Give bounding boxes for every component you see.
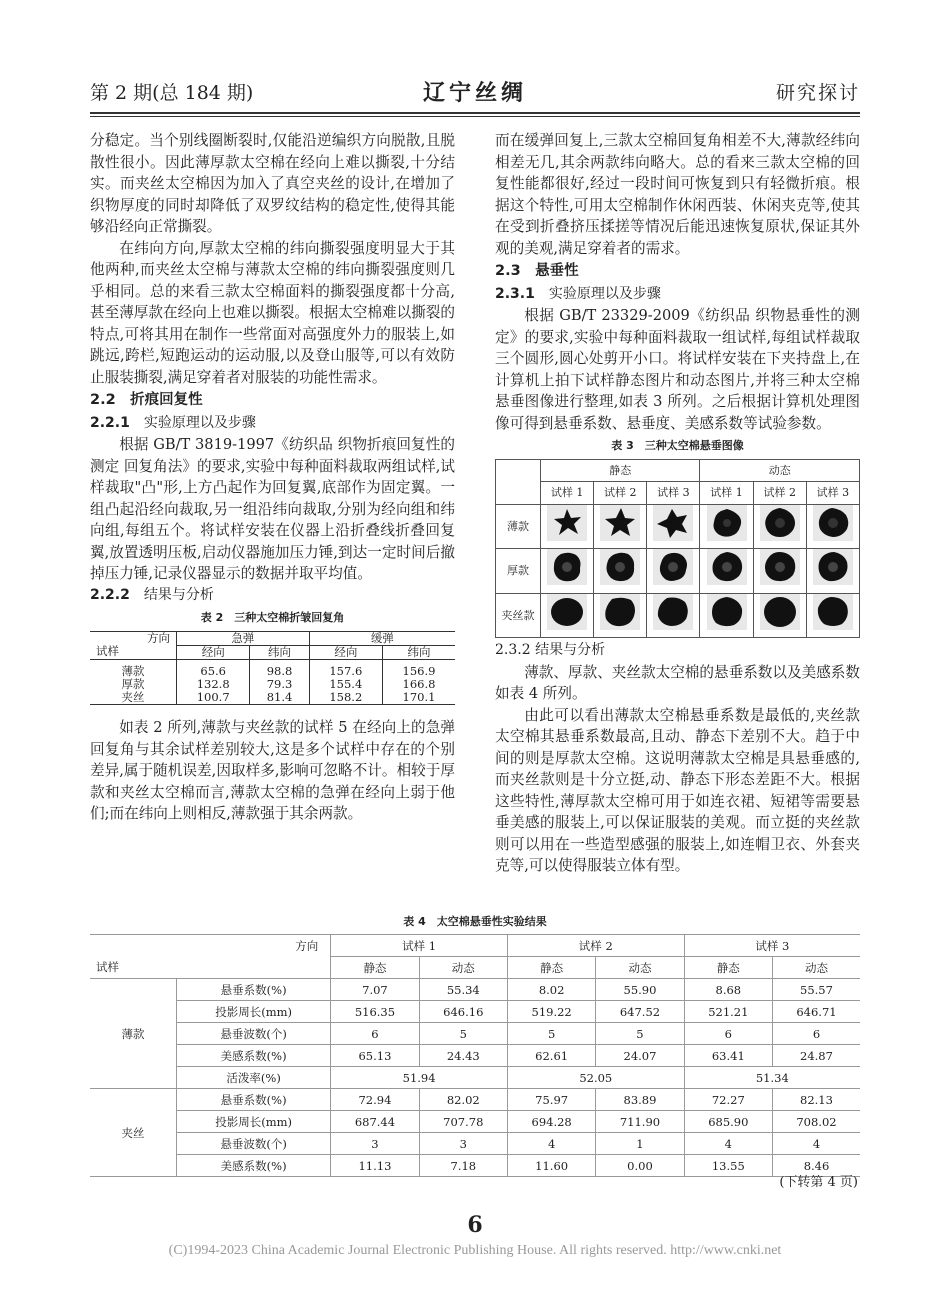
table-sub-header: 动态 [419, 957, 507, 979]
cell: 708.02 [772, 1111, 860, 1133]
cell: 51.34 [684, 1067, 860, 1089]
cell: 1 [596, 1133, 684, 1155]
cell: 55.57 [772, 979, 860, 1001]
cell: 51.94 [331, 1067, 508, 1089]
paragraph: 而在缓弹回复上,三款太空棉回复角相差不大,薄款经纬向相差无几,其余两款纬向略大。总的看来三款太空棉的回复性能都很好,经过一段时间可恢复到只有轻微折痕。根据这个特性,可用太空棉制作休闲西装、休闲夹克等,使其在受到折叠挤压揉搓等情况后能迅速恢复原状,保证其外观的美观,满足穿着者的需求。 [495, 132, 860, 257]
cell: 646.16 [419, 1001, 507, 1023]
cell: 75.97 [507, 1089, 595, 1111]
cell: 4 [772, 1133, 860, 1155]
cell: 5 [419, 1023, 507, 1045]
drape-image-dynamic [753, 593, 806, 638]
cell: 519.22 [507, 1001, 595, 1023]
table-row [90, 1045, 860, 1067]
table-caption: 表 4 太空棉悬垂性实验结果 [403, 915, 547, 928]
table-2 [90, 631, 455, 706]
cell: 8.68 [684, 979, 772, 1001]
table-sub-header: 动态 [596, 957, 684, 979]
subsection-title: 结果与分析 [143, 586, 214, 603]
table-row [496, 549, 860, 594]
cell: 65.6 [177, 665, 250, 678]
table-row [90, 1133, 860, 1155]
cell: 521.21 [684, 1001, 772, 1023]
drape-image-static [541, 504, 594, 549]
table-group-header: 试样 3 [684, 935, 860, 957]
row-label: 厚款 [121, 677, 145, 691]
drape-image-static [594, 504, 647, 549]
cell: 65.13 [331, 1045, 419, 1067]
cell: 7.18 [419, 1155, 507, 1177]
cell: 8.02 [507, 979, 595, 1001]
drape-image-static [541, 549, 594, 594]
cell: 72.27 [684, 1089, 772, 1111]
table-caption: 表 3 三种太空棉悬垂图像 [611, 439, 744, 452]
section-heading: 2.2 折痕回复性 [90, 392, 203, 408]
table-row [90, 1089, 860, 1111]
subsection-title: 实验原理以及步骤 [548, 285, 661, 302]
cell: 7.07 [331, 979, 419, 1001]
header-rule [90, 112, 860, 114]
cell: 3 [419, 1133, 507, 1155]
table-row [90, 1067, 860, 1089]
table-corner-sample: 试样 [90, 645, 177, 659]
drape-image-dynamic [700, 593, 753, 638]
corner-sample: 试样 [96, 960, 119, 974]
header-rule-thin [90, 116, 860, 117]
running-header [90, 76, 860, 110]
subsection-number: 2.2.1 [90, 414, 130, 431]
table-sub-header: 纬向 [250, 645, 309, 659]
subsection-heading [90, 413, 455, 435]
cell: 3 [331, 1133, 419, 1155]
row-label: 悬垂波数(个) [177, 1023, 331, 1045]
cell: 83.89 [596, 1089, 684, 1111]
subsection-heading [90, 585, 455, 607]
cell: 157.6 [309, 665, 382, 678]
cell: 687.44 [331, 1111, 419, 1133]
cell: 55.90 [596, 979, 684, 1001]
cell: 6 [331, 1023, 419, 1045]
subsection-title: 实验原理以及步骤 [143, 414, 256, 431]
table-caption: 表 2 三种太空棉折皱回复角 [200, 611, 345, 624]
table-sub-header: 试样 1 [541, 482, 594, 505]
table-sub-header: 试样 3 [647, 482, 700, 505]
row-group-label: 夹丝 [90, 1089, 177, 1177]
table-group-header: 试样 2 [507, 935, 684, 957]
cell: 79.3 [250, 678, 309, 691]
cell: 100.7 [177, 691, 250, 705]
paragraph: 如表 2 所列,薄款与夹丝款的试样 5 在经向上的急弹回复角与其余试样差别较大,这是多个试样中存在的个别差异,属于随机误差,因取样多,影响可忽略不计。相较于厚款和夹丝太空棉而言,薄款太空棉的急弹在经向上弱于他们;而在纬向上则相反,薄款强于其余两款。 [90, 719, 455, 822]
table-corner [90, 935, 331, 979]
cell: 0.00 [596, 1155, 684, 1177]
drape-image-static [647, 549, 700, 594]
cell: 711.90 [596, 1111, 684, 1133]
row-label: 悬垂系数(%) [177, 979, 331, 1001]
cell: 24.07 [596, 1045, 684, 1067]
copyright-footer: (C)1994-2023 China Academic Journal Electronic Publishing House. All rights reserved. http://www.cnki.net [168, 1243, 782, 1258]
row-label: 厚款 [496, 549, 541, 594]
table-sub-header: 试样 1 [700, 482, 753, 505]
drape-image-dynamic [806, 504, 859, 549]
cell: 156.9 [383, 665, 455, 678]
row-label: 夹丝款 [496, 593, 541, 638]
cell: 63.41 [684, 1045, 772, 1067]
table-sub-header: 经向 [177, 645, 250, 659]
issue-label: 第 2 期(总 184 期) [90, 82, 254, 104]
row-label: 悬垂系数(%) [177, 1089, 331, 1111]
paragraph: 根据 GB/T 3819-1997《纺织品 织物折痕回复性的测定 回复角法》的要求,实验中每种面料裁取两组试样,试样裁取"凸"形,上方凸起作为回复翼,底部作为固定翼。一组凸起沿经向裁取,另一组沿纬向裁取,分别为经向组和纬向组,每组五个。将试样安装在仪器上沿折叠线折叠回复翼,放置透明压板,启动仪器施加压力锤,到达一定时间后撤掉压力锤,记录仪器显示的数据并取平均值。 [90, 436, 455, 582]
table-row [90, 691, 455, 705]
left-column [90, 130, 455, 825]
table-row [90, 1155, 860, 1177]
table-group-header: 试样 1 [331, 935, 508, 957]
row-label: 美感系数(%) [177, 1045, 331, 1067]
table-3 [495, 459, 860, 639]
table-row [90, 1001, 860, 1023]
cell: 707.78 [419, 1111, 507, 1133]
cell: 55.34 [419, 979, 507, 1001]
cell: 6 [772, 1023, 860, 1045]
right-column [495, 130, 860, 877]
table-sub-header: 经向 [309, 645, 382, 659]
table-row [90, 979, 860, 1001]
drape-image-dynamic [806, 549, 859, 594]
cell: 694.28 [507, 1111, 595, 1133]
drape-image-static [594, 549, 647, 594]
cell: 62.61 [507, 1045, 595, 1067]
table-row [90, 1111, 860, 1133]
cell: 4 [684, 1133, 772, 1155]
cell: 82.13 [772, 1089, 860, 1111]
drape-image-static [541, 593, 594, 638]
cell: 52.05 [507, 1067, 684, 1089]
table-row [496, 593, 860, 638]
table-4 [90, 934, 860, 1177]
subsection-number: 2.2.2 [90, 586, 130, 603]
journal-title: 辽宁丝绸 [422, 80, 527, 106]
cell: 11.60 [507, 1155, 595, 1177]
table-sub-header: 动态 [772, 957, 860, 979]
section-heading: 2.3 悬垂性 [495, 263, 579, 279]
table-corner [496, 459, 541, 504]
paragraph: 薄款、厚款、夹丝款太空棉的悬垂系数以及美感系数如表 4 所列。 [495, 663, 860, 702]
row-label: 夹丝 [90, 691, 177, 705]
row-label: 投影周长(mm) [177, 1001, 331, 1023]
cell: 158.2 [309, 691, 382, 705]
drape-image-dynamic [700, 549, 753, 594]
cell: 5 [596, 1023, 684, 1045]
drape-image-static [594, 593, 647, 638]
drape-image-static [647, 504, 700, 549]
cell: 24.87 [772, 1045, 860, 1067]
cell: 72.94 [331, 1089, 419, 1111]
table-row [90, 1023, 860, 1045]
row-label: 薄款 [121, 664, 145, 678]
cell: 98.8 [250, 665, 309, 678]
table-sub-header: 静态 [331, 957, 419, 979]
paragraph: 根据 GB/T 23329-2009《纺织品 织物悬垂性的测定》的要求,实验中每种面料裁取一组试样,每组试样裁取三个圆形,圆心处剪开小口。将试样安装在下夹持盘上,在计算机上拍下试样静态图片和动态图片,并将三种太空棉悬垂图像进行整理,如表 3 所列。之后根据计算机处理图像可得到悬垂系数、悬垂度、美感系数等试验参数。 [495, 307, 860, 432]
subsection-heading: 2.3.2 结果与分析 [495, 642, 606, 658]
table-sub-header: 试样 2 [753, 482, 806, 505]
cell: 166.8 [383, 678, 455, 691]
drape-image-static [647, 593, 700, 638]
cell: 13.55 [684, 1155, 772, 1177]
table-corner-direction: 方向 [90, 631, 177, 645]
cell: 155.4 [309, 678, 382, 691]
cell: 11.13 [331, 1155, 419, 1177]
cell: 8.46 [772, 1155, 860, 1177]
row-label: 悬垂波数(个) [177, 1133, 331, 1155]
row-label: 薄款 [496, 504, 541, 549]
subsection-heading [495, 284, 860, 306]
table-sub-header: 静态 [684, 957, 772, 979]
paragraph: 在纬向方向,厚款太空棉的纬向撕裂强度明显大于其他两种,而夹丝太空棉与薄款太空棉的纬向撕裂强度则几乎相同。总的来看三款太空棉面料的撕裂强度都十分高,甚至薄厚款在经向上也难以撕裂。根据太空棉难以撕裂的特点,可将其用在制作一些常面对高强度外力的服装上,如跳远,跨栏,短跑运动的运动服,以及登山服等,可以有效防止服装撕裂,满足穿着者对服装的功能性需求。 [90, 239, 455, 386]
drape-image-dynamic [753, 549, 806, 594]
row-group-label: 薄款 [90, 979, 177, 1089]
subsection-number: 2.3.1 [495, 285, 535, 302]
cell: 6 [684, 1023, 772, 1045]
cell: 646.71 [772, 1001, 860, 1023]
table-sub-header: 试样 2 [594, 482, 647, 505]
row-label: 投影周长(mm) [177, 1111, 331, 1133]
cell: 132.8 [177, 678, 250, 691]
cell: 170.1 [383, 691, 455, 705]
drape-image-dynamic [700, 504, 753, 549]
table-group-header: 动态 [700, 459, 860, 482]
cell: 516.35 [331, 1001, 419, 1023]
cell: 5 [507, 1023, 595, 1045]
table-group-header: 静态 [541, 459, 700, 482]
table-sub-header: 静态 [507, 957, 595, 979]
row-label: 美感系数(%) [177, 1155, 331, 1177]
paragraph: 由此可以看出薄款太空棉悬垂系数是最低的,夹丝款太空棉其悬垂系数最高,且动、静态下差别不大。趋于中间的则是厚款太空棉。这说明薄款太空棉是具悬垂感的,而夹丝款则是十分立挺,动、静态下形态差距不大。根据这些特性,薄厚款太空棉可用于如连衣裙、短裙等需要悬垂美感的服装上,可以保证服装的美观。而立挺的夹丝款则可以用在一些造型感强的服装上,如连帽卫衣、外套夹克等,可以使得服装立体有型。 [495, 706, 860, 874]
drape-image-dynamic [806, 593, 859, 638]
page-number: 6 [467, 1212, 483, 1238]
cell: 685.90 [684, 1111, 772, 1133]
continued-note: (下转第 4 页) [779, 1175, 858, 1190]
cell: 647.52 [596, 1001, 684, 1023]
drape-image-dynamic [753, 504, 806, 549]
row-label: 活泼率(%) [177, 1067, 331, 1089]
cell: 81.4 [250, 691, 309, 705]
table-group-header: 缓弹 [309, 631, 455, 645]
table-sub-header: 试样 3 [806, 482, 859, 505]
cell: 82.02 [419, 1089, 507, 1111]
table-group-header: 急弹 [177, 631, 310, 645]
cell: 4 [507, 1133, 595, 1155]
section-label: 研究探讨 [775, 82, 860, 104]
table-sub-header: 纬向 [383, 645, 455, 659]
corner-direction: 方向 [295, 939, 319, 953]
cell: 24.43 [419, 1045, 507, 1067]
table-row [496, 504, 860, 549]
paragraph: 分稳定。当个别线圈断裂时,仅能沿逆编织方向脱散,且脱散性很小。因此薄厚款太空棉在经向上难以撕裂,十分结实。而夹丝太空棉因为加入了真空夹丝的设计,在增加了织物厚度的同时却降低了双罗纹结构的稳定性,使得其能够沿经向正常撕裂。 [90, 132, 455, 235]
